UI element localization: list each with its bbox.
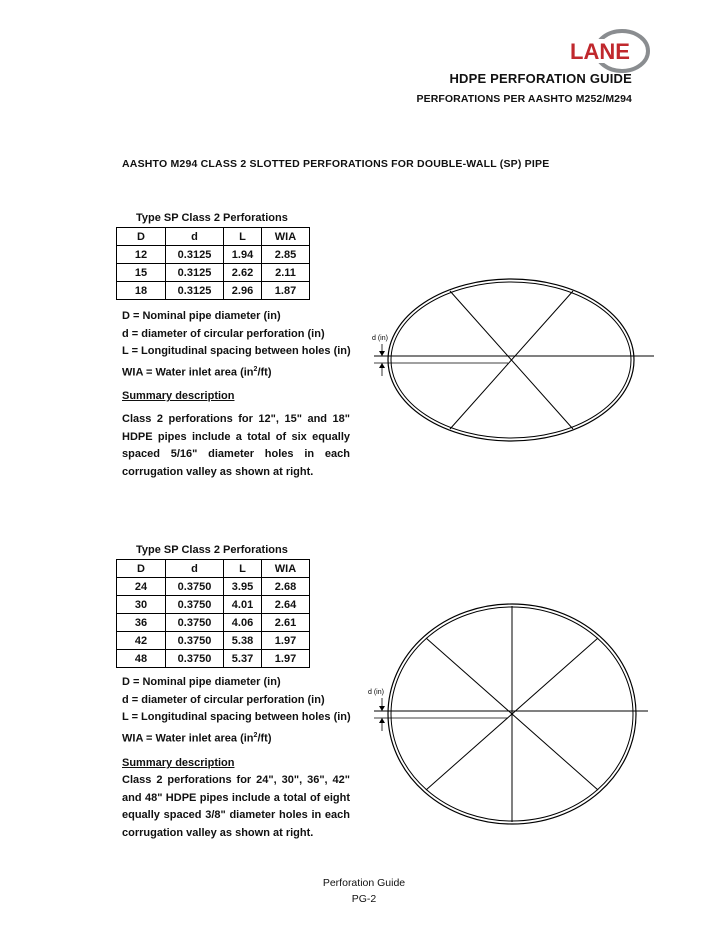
table-cell: 5.38 [224, 632, 262, 650]
table-cell: 2.64 [262, 596, 310, 614]
table1-caption: Type SP Class 2 Perforations [136, 212, 288, 224]
table-row [117, 264, 310, 282]
lane-logo [560, 26, 656, 76]
table-cell: 48 [117, 650, 166, 668]
legend-2 [122, 674, 351, 748]
table2-caption: Type SP Class 2 Perforations [136, 544, 288, 556]
dimension-label: d (in) [372, 335, 388, 342]
table2-header-cell: D [117, 560, 166, 578]
summary2-heading: Summary description [122, 757, 235, 769]
table-cell: 2.62 [224, 264, 262, 282]
table1-header-cell: D [117, 228, 166, 246]
table1 [116, 227, 310, 300]
table-cell: 1.97 [262, 650, 310, 668]
table-cell: 2.61 [262, 614, 310, 632]
legend-item-d: d = diameter of circular perforation (in) [122, 327, 325, 340]
legend-item-d: d = diameter of circular perforation (in) [122, 693, 325, 706]
table-row [117, 596, 310, 614]
table-cell: 2.96 [224, 282, 262, 300]
table1-header-row [117, 228, 310, 246]
table-cell: 36 [117, 614, 166, 632]
table1-header-cell: L [224, 228, 262, 246]
page-subtitle: PERFORATIONS PER AASHTO M252/M294 [416, 93, 632, 105]
table-cell: 1.87 [262, 282, 310, 300]
table-row [117, 282, 310, 300]
legend-item-D: D = Nominal pipe diameter (in) [122, 310, 281, 322]
section-title: AASHTO M294 CLASS 2 SLOTTED PERFORATIONS FOR DOUBLE-WALL (SP) PIPE [122, 158, 550, 170]
table-row [117, 632, 310, 650]
table-cell: 1.94 [224, 246, 262, 264]
legend-item-L: L = Longitudinal spacing between holes (in) [122, 345, 351, 357]
table-cell: 4.01 [224, 596, 262, 614]
table-cell: 0.3750 [166, 614, 224, 632]
table1-header-cell: d [166, 228, 224, 246]
table2 [116, 559, 310, 668]
table2-header-cell: d [166, 560, 224, 578]
summary1-heading: Summary description [122, 390, 235, 402]
legend-item-D: D = Nominal pipe diameter (in) [122, 676, 281, 688]
table-cell: 0.3125 [166, 246, 224, 264]
table-cell: 15 [117, 264, 166, 282]
table-cell: 0.3750 [166, 578, 224, 596]
table-cell: 12 [117, 246, 166, 264]
table2-header-cell: L [224, 560, 262, 578]
legend-1 [122, 308, 351, 382]
table-cell: 24 [117, 578, 166, 596]
summary1-text: Class 2 perforations for 12", 15" and 18" HDPE pipes include a total of six equally spaced 5/16" diameter holes in each corrugation valley as shown at right. [122, 413, 350, 478]
table-row [117, 578, 310, 596]
table-cell: 0.3750 [166, 596, 224, 614]
table-cell: 1.97 [262, 632, 310, 650]
table-cell: 2.85 [262, 246, 310, 264]
table-cell: 5.37 [224, 650, 262, 668]
summary2-text: Class 2 perforations for 24", 30", 36", 42" and 48" HDPE pipes include a total of eight equally spaced 3/8" diameter holes in each corrugation valley as shown at right. [122, 774, 350, 839]
table-cell: 3.95 [224, 578, 262, 596]
footer-page-number: PG-2 [351, 893, 377, 905]
footer-title: Perforation Guide [322, 877, 406, 889]
dimension-label: d (in) [368, 689, 384, 696]
table-cell: 2.68 [262, 578, 310, 596]
table-row [117, 246, 310, 264]
six-hole-diagram [358, 278, 658, 468]
table2-header-row [117, 560, 310, 578]
legend-item-L: L = Longitudinal spacing between holes (in) [122, 711, 351, 723]
legend-item-WIA: WIA = Water inlet area $(in^2/ft)$ [122, 731, 272, 745]
table1-header-cell: WIA [262, 228, 310, 246]
table-cell: 30 [117, 596, 166, 614]
table-cell: 0.3125 [166, 282, 224, 300]
logo-text: LANE [570, 39, 630, 64]
eight-hole-diagram [358, 600, 658, 830]
table2-header-cell: WIA [262, 560, 310, 578]
legend-item-WIA: WIA = Water inlet area $(in^2/ft)$ [122, 365, 272, 379]
table-cell: 18 [117, 282, 166, 300]
table-row [117, 650, 310, 668]
table-cell: 0.3750 [166, 650, 224, 668]
table-row [117, 614, 310, 632]
table-cell: 0.3750 [166, 632, 224, 650]
table-cell: 42 [117, 632, 166, 650]
table-cell: 2.11 [262, 264, 310, 282]
table-cell: 0.3125 [166, 264, 224, 282]
table-cell: 4.06 [224, 614, 262, 632]
page-title: HDPE PERFORATION GUIDE [449, 71, 632, 86]
